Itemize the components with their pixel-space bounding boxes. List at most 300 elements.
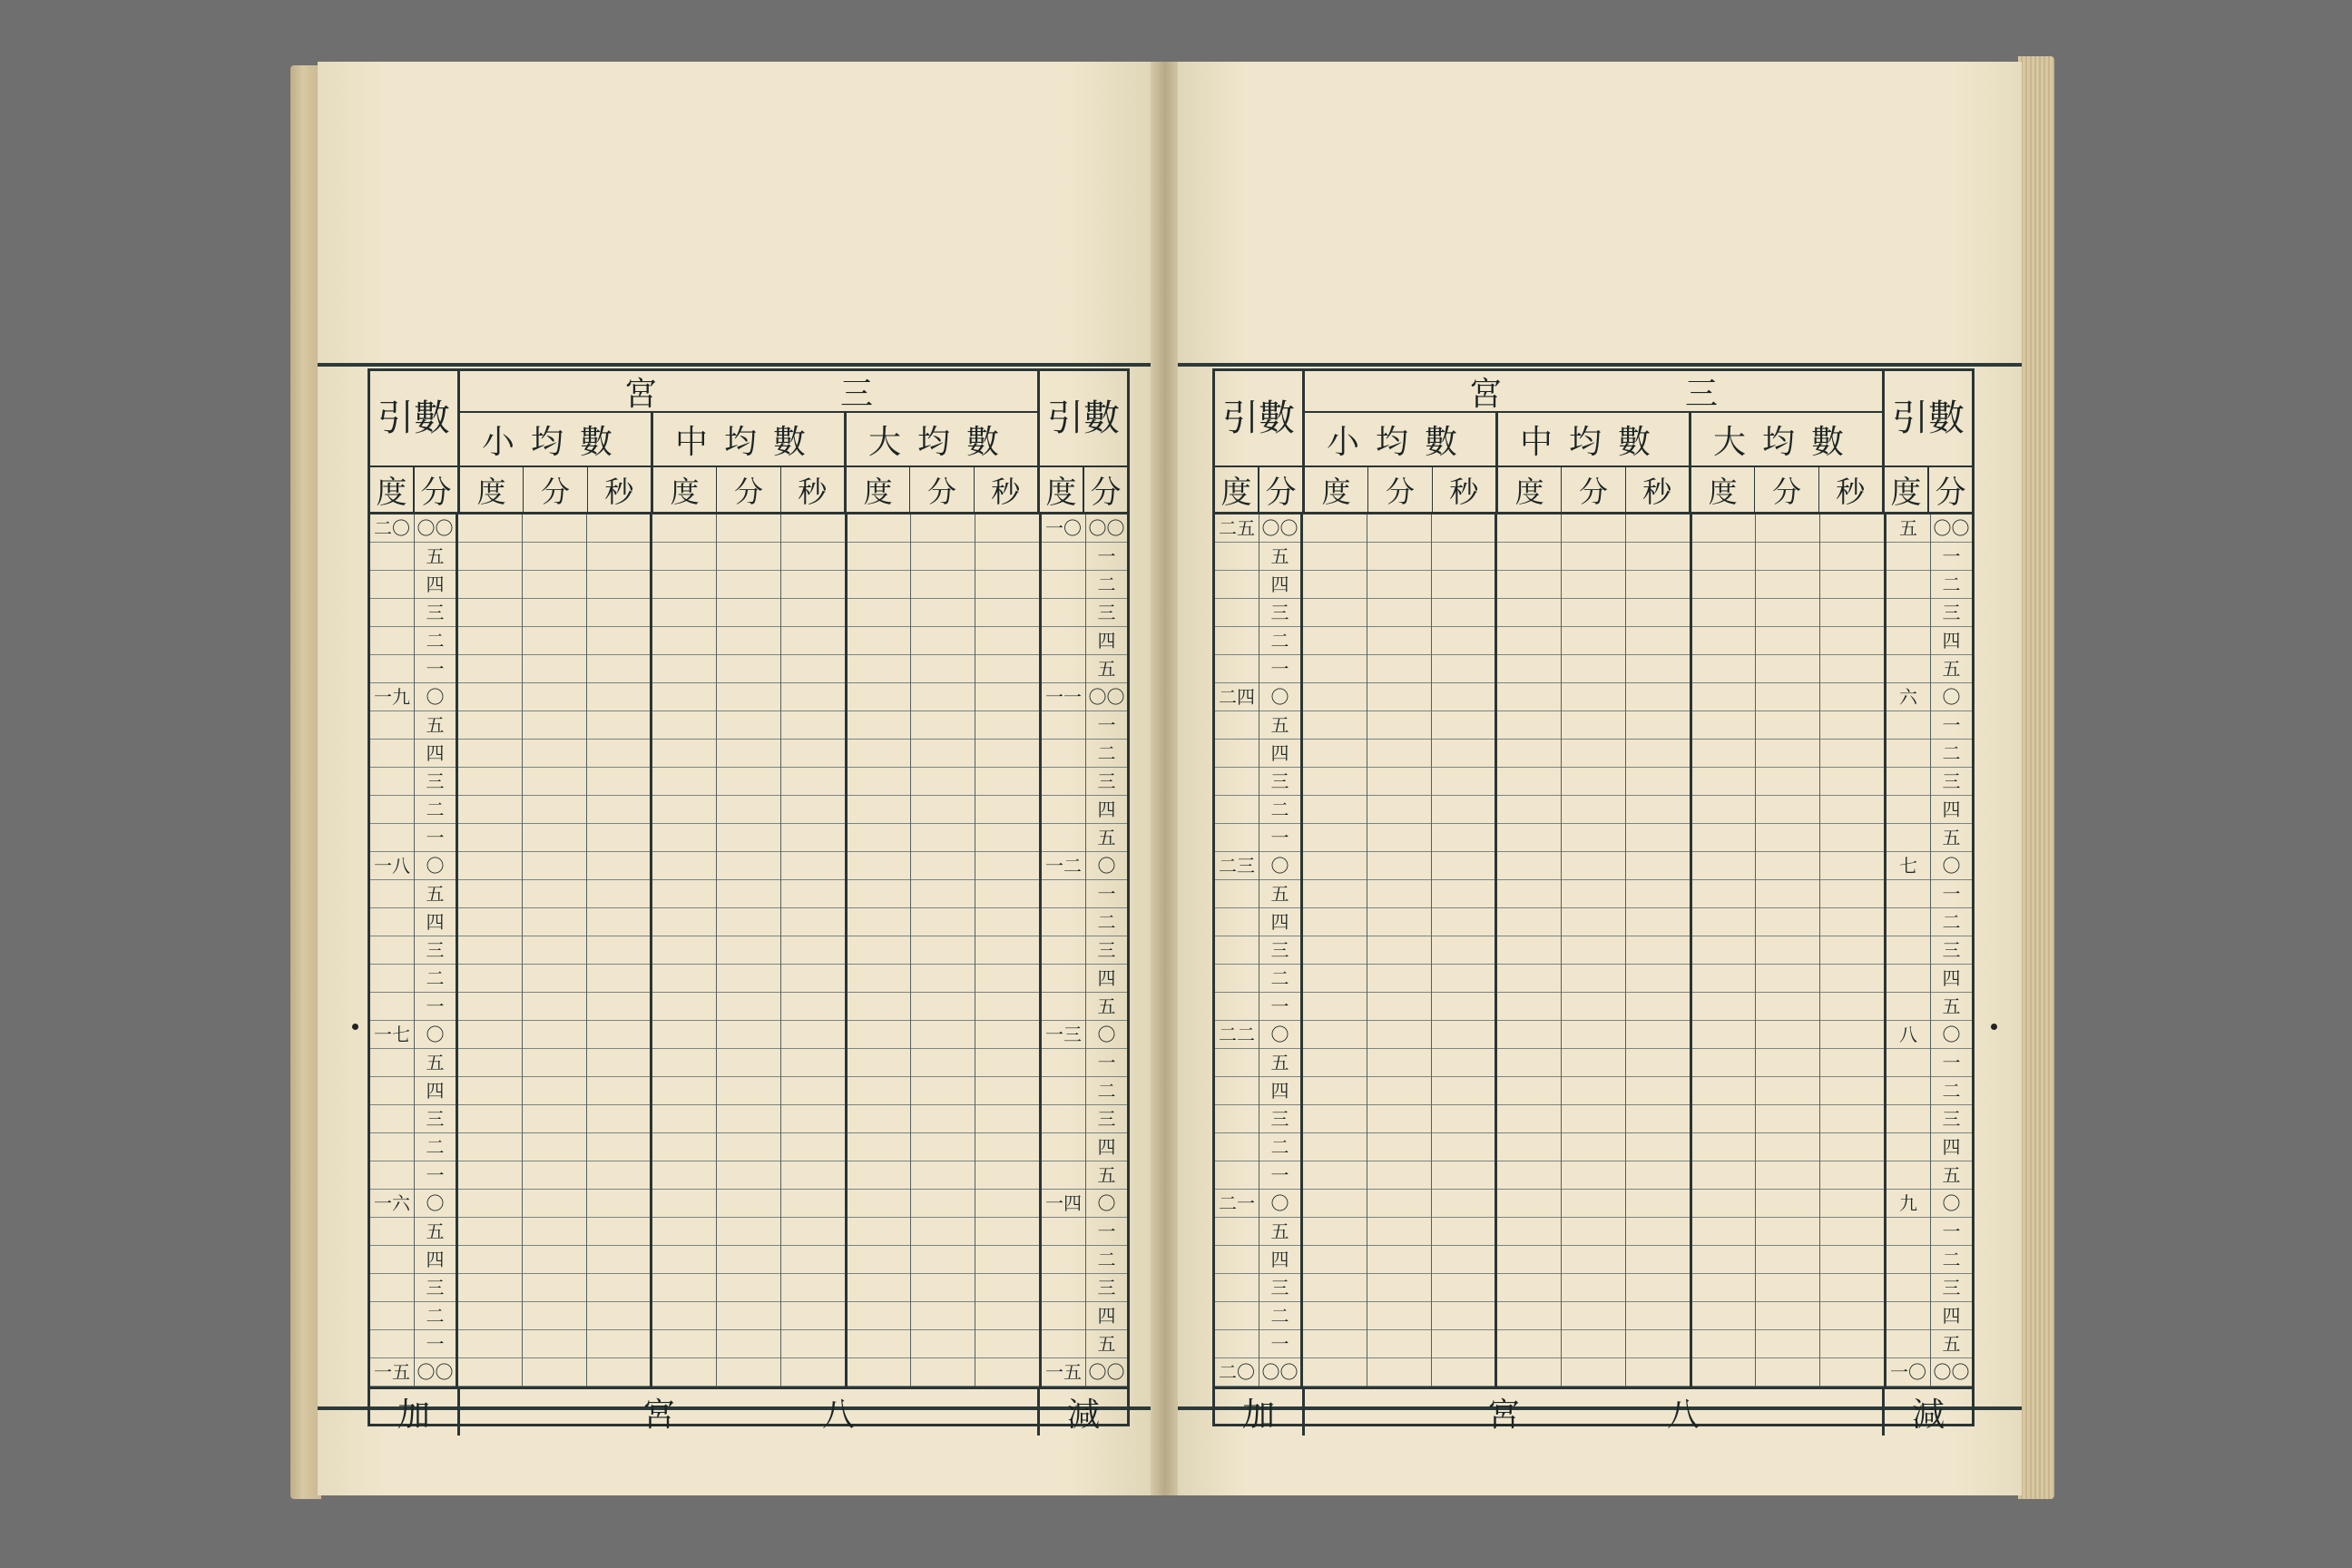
value-column xyxy=(1690,514,1756,1387)
table-cell xyxy=(1042,599,1085,627)
table-cell xyxy=(370,880,414,908)
table-cell: 〇〇 xyxy=(1088,517,1125,539)
table-cell: 〇 xyxy=(1942,855,1961,877)
table-cell: 三 xyxy=(426,1277,445,1298)
table-cell: 四 xyxy=(1270,911,1289,933)
unit-label: 度 xyxy=(370,467,415,512)
table-cell: 四 xyxy=(1942,967,1961,989)
table-cell: 四 xyxy=(1097,799,1116,820)
table-cell xyxy=(370,1246,414,1274)
sign-header xyxy=(1305,371,1882,413)
table-cell: 一 xyxy=(1270,1333,1289,1355)
table-cell: 一 xyxy=(1097,883,1116,905)
table-cell xyxy=(370,1077,414,1105)
table-cell: 一 xyxy=(1097,1220,1116,1242)
unit-label: 度 xyxy=(1689,467,1754,512)
table-cell: 一五 xyxy=(1045,1361,1083,1383)
table-header xyxy=(1215,371,1972,514)
table-header xyxy=(370,371,1127,514)
table-cell xyxy=(1886,1049,1930,1077)
table-cell: 四 xyxy=(426,1249,445,1270)
table-cell xyxy=(1886,936,1930,965)
table-cell: 二 xyxy=(1097,742,1116,764)
unit-label: 分 xyxy=(716,467,779,512)
table-body xyxy=(1215,514,1972,1387)
table-cell: 五 xyxy=(1942,995,1961,1017)
value-column xyxy=(456,514,522,1387)
table-cell xyxy=(1042,908,1085,936)
unit-label: 分 xyxy=(1935,475,1966,511)
table-cell xyxy=(1215,599,1259,627)
table-cell xyxy=(1215,655,1259,683)
table-cell xyxy=(370,1302,414,1330)
table-footer xyxy=(370,1387,1127,1436)
top-rule xyxy=(1178,363,2022,367)
arg-title: 引數 xyxy=(1215,371,1302,467)
table-cell: 二 xyxy=(1270,1136,1289,1158)
table-cell: 二 xyxy=(426,1305,445,1327)
page-block-edge xyxy=(2018,56,2054,1499)
table-cell xyxy=(1886,796,1930,824)
footer-subtract: 減 xyxy=(1882,1389,1972,1436)
table-cell: 三 xyxy=(426,939,445,961)
table-cell: 〇 xyxy=(1270,1024,1289,1045)
table-cell xyxy=(1215,965,1259,993)
table-cell: 一〇 xyxy=(1890,1361,1927,1383)
table-cell: 四 xyxy=(1270,1249,1289,1270)
table-cell: 五 xyxy=(1097,1164,1116,1186)
sign-char: 三 xyxy=(1684,375,1718,413)
table-cell: 五 xyxy=(1942,658,1961,680)
left-arg-minute-column xyxy=(1259,514,1300,1387)
table-cell xyxy=(1215,571,1259,599)
table-cell xyxy=(1042,1105,1085,1133)
table-cell xyxy=(1042,1161,1085,1190)
table-cell: 四 xyxy=(1097,1305,1116,1327)
table-cell: 二 xyxy=(1270,630,1289,652)
table-cell xyxy=(370,1218,414,1246)
table-cell xyxy=(1886,1246,1930,1274)
table-cell: 三 xyxy=(1942,939,1961,961)
group-small: 小均數 xyxy=(481,423,629,461)
value-column xyxy=(586,514,651,1387)
table-cell xyxy=(1886,965,1930,993)
unit-label: 分 xyxy=(1090,475,1122,511)
value-column xyxy=(650,514,716,1387)
table-cell: 一 xyxy=(426,827,445,848)
table-cell: 三 xyxy=(426,1108,445,1130)
group-headers xyxy=(1305,413,1882,467)
table-cell: 三 xyxy=(1270,1277,1289,1298)
table-cell xyxy=(1215,993,1259,1021)
table-cell: 五 xyxy=(1270,714,1289,736)
footer-sign: 宮 xyxy=(1486,1396,1520,1434)
open-book xyxy=(290,56,2054,1517)
table-cell: 〇 xyxy=(1097,855,1116,877)
table-cell: 一 xyxy=(1270,995,1289,1017)
table-cell xyxy=(1215,627,1259,655)
value-column xyxy=(1625,514,1690,1387)
value-column xyxy=(780,514,845,1387)
unit-row xyxy=(460,467,1037,512)
unit-label: 秒 xyxy=(974,467,1037,512)
table-cell xyxy=(1215,740,1259,768)
table-cell: 二 xyxy=(1942,911,1961,933)
margin-dot xyxy=(352,1024,358,1030)
left-arg-degree-column xyxy=(1215,514,1259,1387)
table-cell: 五 xyxy=(426,545,445,567)
table-cell: 一 xyxy=(1097,714,1116,736)
sign-header xyxy=(460,371,1037,413)
table-cell: 一 xyxy=(1942,545,1961,567)
table-cell: 一一 xyxy=(1045,686,1083,708)
table-cell: 〇〇 xyxy=(416,517,454,539)
table-body xyxy=(370,514,1127,1387)
footer-add: 加 xyxy=(1215,1389,1305,1436)
top-rule xyxy=(318,363,1152,367)
unit-label: 度 xyxy=(651,467,716,512)
table-cell: 一二 xyxy=(1045,855,1083,877)
left-arg-minute-column xyxy=(414,514,456,1387)
table-cell xyxy=(370,711,414,740)
table-cell: 一 xyxy=(1097,545,1116,567)
value-column xyxy=(1431,514,1495,1387)
table-cell xyxy=(1042,1246,1085,1274)
table-cell xyxy=(1215,880,1259,908)
table-cell: 一 xyxy=(426,995,445,1017)
table-cell xyxy=(1215,1274,1259,1302)
table-cell: 二三 xyxy=(1219,855,1255,877)
table-cell: 〇〇 xyxy=(1933,1361,1970,1383)
table-cell: 五 xyxy=(426,714,445,736)
group-large: 大均數 xyxy=(844,413,1037,466)
table-cell xyxy=(370,1161,414,1190)
right-page xyxy=(1178,62,2022,1495)
table-cell: 二 xyxy=(426,799,445,820)
unit-row xyxy=(1305,467,1882,512)
table-cell: 五 xyxy=(1270,1220,1289,1242)
unit-label: 度 xyxy=(1495,467,1561,512)
table-cell: 二〇 xyxy=(374,517,410,539)
unit-label: 分 xyxy=(909,467,973,512)
table-cell: 三 xyxy=(1097,770,1116,792)
unit-label: 度 xyxy=(1215,467,1259,512)
table-cell: 〇 xyxy=(1942,1192,1961,1214)
table-cell: 四 xyxy=(1097,1136,1116,1158)
table-cell xyxy=(1886,543,1930,571)
table-footer xyxy=(1215,1387,1972,1436)
table-cell: 一 xyxy=(1270,658,1289,680)
right-arg-minute-column xyxy=(1930,514,1972,1387)
table-cell xyxy=(1042,1133,1085,1161)
value-column xyxy=(910,514,975,1387)
unit-label: 度 xyxy=(476,474,506,509)
table-cell xyxy=(370,796,414,824)
table-cell: 七 xyxy=(1899,855,1918,877)
table-cell: 三 xyxy=(426,602,445,623)
table-cell: 三 xyxy=(1097,1108,1116,1130)
table-cell: 〇〇 xyxy=(1261,517,1298,539)
table-cell xyxy=(1042,571,1085,599)
table-cell: 二 xyxy=(1097,1249,1116,1270)
table-cell: 一五 xyxy=(374,1361,410,1383)
table-cell: 〇 xyxy=(426,1024,445,1045)
table-cell xyxy=(1886,1133,1930,1161)
table-cell xyxy=(370,740,414,768)
table-cell xyxy=(1886,1302,1930,1330)
margin-dot xyxy=(1991,1024,1997,1030)
table-cell xyxy=(1886,655,1930,683)
table-cell xyxy=(1042,1274,1085,1302)
table-cell xyxy=(1886,599,1930,627)
table-cell: 四 xyxy=(1942,1136,1961,1158)
table-cell: 四 xyxy=(1942,1305,1961,1327)
table-cell: 二 xyxy=(1942,1249,1961,1270)
table-cell: 一 xyxy=(426,1333,445,1355)
table-cell: 六 xyxy=(1899,686,1918,708)
table-cell xyxy=(1215,543,1259,571)
table-cell: 一七 xyxy=(374,1024,410,1045)
left-table xyxy=(368,368,1130,1434)
book-gutter xyxy=(1151,62,1180,1495)
table-cell: 九 xyxy=(1899,1192,1918,1214)
unit-label: 秒 xyxy=(1818,467,1882,512)
group-large: 大均數 xyxy=(1689,413,1882,466)
table-cell: 一 xyxy=(1942,714,1961,736)
value-column xyxy=(522,514,586,1387)
table-cell: 〇 xyxy=(1097,1024,1116,1045)
table-cell xyxy=(1886,1274,1930,1302)
table-cell xyxy=(1215,1161,1259,1190)
value-column xyxy=(1561,514,1625,1387)
table-cell xyxy=(1215,1246,1259,1274)
table-cell: 二 xyxy=(1097,573,1116,595)
table-cell: 三 xyxy=(1270,939,1289,961)
table-cell xyxy=(1215,1330,1259,1358)
table-cell xyxy=(1215,908,1259,936)
table-cell: 五 xyxy=(1270,1052,1289,1073)
table-cell: 五 xyxy=(1942,1333,1961,1355)
table-cell: 五 xyxy=(1097,995,1116,1017)
table-cell: 五 xyxy=(426,1220,445,1242)
table-cell xyxy=(1886,627,1930,655)
table-cell: 三 xyxy=(1942,602,1961,623)
table-cell: 四 xyxy=(426,573,445,595)
table-cell xyxy=(1042,796,1085,824)
table-cell xyxy=(1886,740,1930,768)
unit-label: 分 xyxy=(1367,467,1431,512)
group-headers xyxy=(460,413,1037,467)
table-cell: 四 xyxy=(1942,630,1961,652)
table-cell xyxy=(370,1105,414,1133)
table-cell xyxy=(370,1274,414,1302)
unit-label: 分 xyxy=(420,475,452,511)
table-cell xyxy=(1886,1077,1930,1105)
table-cell xyxy=(370,824,414,852)
table-cell: 〇 xyxy=(426,855,445,877)
table-cell xyxy=(1215,936,1259,965)
table-cell xyxy=(1042,627,1085,655)
value-column xyxy=(1300,514,1367,1387)
table-cell: 五 xyxy=(1899,517,1918,539)
table-cell: 五 xyxy=(1097,1333,1116,1355)
value-column xyxy=(1494,514,1561,1387)
right-arg-minute-column xyxy=(1085,514,1127,1387)
table-cell xyxy=(1886,993,1930,1021)
table-cell: 一 xyxy=(1942,1220,1961,1242)
table-cell xyxy=(1215,824,1259,852)
table-cell: 一 xyxy=(426,658,445,680)
table-cell: 五 xyxy=(426,1052,445,1073)
table-cell xyxy=(1215,1133,1259,1161)
table-cell xyxy=(1886,711,1930,740)
table-cell xyxy=(1886,768,1930,796)
table-cell xyxy=(1215,711,1259,740)
table-cell xyxy=(370,993,414,1021)
table-cell xyxy=(370,936,414,965)
table-cell xyxy=(1042,993,1085,1021)
table-cell: 一 xyxy=(1270,827,1289,848)
table-cell: 五 xyxy=(1942,1164,1961,1186)
table-cell: 四 xyxy=(1270,1080,1289,1102)
table-cell: 五 xyxy=(1097,827,1116,848)
table-cell: 四 xyxy=(1097,630,1116,652)
arg-column-left xyxy=(370,371,460,512)
table-cell: 八 xyxy=(1899,1024,1918,1045)
unit-label: 分 xyxy=(1561,467,1624,512)
table-cell: 三 xyxy=(1942,1277,1961,1298)
table-cell: 五 xyxy=(1270,545,1289,567)
table-cell xyxy=(1042,711,1085,740)
table-cell xyxy=(370,768,414,796)
table-cell: 二〇 xyxy=(1219,1361,1255,1383)
table-cell: 三 xyxy=(426,770,445,792)
table-cell: 三 xyxy=(1270,602,1289,623)
table-cell: 五 xyxy=(1942,827,1961,848)
table-cell: 〇〇 xyxy=(1088,1361,1125,1383)
table-cell xyxy=(1042,768,1085,796)
table-cell: 四 xyxy=(426,742,445,764)
arg-title: 引數 xyxy=(370,371,457,467)
unit-label: 分 xyxy=(1265,475,1297,511)
table-cell: 四 xyxy=(426,911,445,933)
footer-add: 加 xyxy=(370,1389,460,1436)
table-cell: 一四 xyxy=(1045,1192,1083,1214)
unit-label: 秒 xyxy=(1625,467,1689,512)
group-middle: 中均數 xyxy=(651,413,844,466)
sign-char: 宮 xyxy=(623,375,657,413)
unit-label: 分 xyxy=(523,467,586,512)
table-cell: 二五 xyxy=(1219,517,1255,539)
table-cell: 〇 xyxy=(426,1192,445,1214)
table-cell: 三 xyxy=(1942,770,1961,792)
table-cell xyxy=(1042,936,1085,965)
value-column xyxy=(1819,514,1884,1387)
table-cell: 一三 xyxy=(1045,1024,1083,1045)
arg-title: 引數 xyxy=(1885,371,1972,467)
arg-column-left xyxy=(1215,371,1305,512)
left-arg-degree-column xyxy=(370,514,414,1387)
table-cell: 二 xyxy=(1942,573,1961,595)
unit-label: 秒 xyxy=(1432,467,1495,512)
unit-label: 秒 xyxy=(780,467,844,512)
table-cell: 一 xyxy=(1270,1164,1289,1186)
table-cell: 〇〇 xyxy=(1261,1361,1298,1383)
table-cell: 〇 xyxy=(1270,1192,1289,1214)
table-cell: 四 xyxy=(1942,799,1961,820)
sign-char: 宮 xyxy=(1468,375,1502,413)
table-cell xyxy=(370,571,414,599)
arg-column-right xyxy=(1037,371,1127,512)
table-cell: 二二 xyxy=(1219,1024,1255,1045)
table-cell: 二一 xyxy=(1219,1192,1255,1214)
table-cell xyxy=(370,1330,414,1358)
table-cell: 三 xyxy=(1097,602,1116,623)
table-cell xyxy=(1042,1049,1085,1077)
table-cell xyxy=(1215,1105,1259,1133)
table-cell xyxy=(370,1133,414,1161)
table-cell xyxy=(1042,880,1085,908)
table-cell: 〇 xyxy=(1097,1192,1116,1214)
table-cell: 〇 xyxy=(1942,1024,1961,1045)
table-cell: 三 xyxy=(1270,1108,1289,1130)
table-cell: 三 xyxy=(1097,1277,1116,1298)
table-cell xyxy=(370,965,414,993)
book-spine-edge xyxy=(290,65,321,1499)
table-cell xyxy=(1886,1330,1930,1358)
footer-sign: 八 xyxy=(821,1396,855,1434)
value-column xyxy=(1367,514,1431,1387)
table-cell: 二 xyxy=(426,1136,445,1158)
table-cell xyxy=(1042,824,1085,852)
unit-label: 度 xyxy=(1321,474,1351,509)
table-cell: 二 xyxy=(1270,1305,1289,1327)
table-cell xyxy=(370,1049,414,1077)
right-arg-degree-column xyxy=(1884,514,1930,1387)
table-cell: 〇 xyxy=(1270,855,1289,877)
table-cell xyxy=(1886,1161,1930,1190)
table-cell: 〇 xyxy=(1270,686,1289,708)
table-cell: 二 xyxy=(1270,799,1289,820)
table-cell: 四 xyxy=(1097,967,1116,989)
value-column xyxy=(716,514,780,1387)
table-cell: 二 xyxy=(1942,1080,1961,1102)
footer-sign: 八 xyxy=(1666,1396,1700,1434)
table-cell xyxy=(370,543,414,571)
footer-subtract: 減 xyxy=(1037,1389,1127,1436)
table-cell: 二四 xyxy=(1219,686,1255,708)
unit-label: 秒 xyxy=(587,467,651,512)
table-cell xyxy=(1042,1218,1085,1246)
table-cell: 一 xyxy=(1097,1052,1116,1073)
table-cell xyxy=(1042,1077,1085,1105)
table-cell xyxy=(1215,1218,1259,1246)
table-cell: 三 xyxy=(1097,939,1116,961)
table-cell: 四 xyxy=(426,1080,445,1102)
table-cell xyxy=(1042,1302,1085,1330)
table-cell: 五 xyxy=(1097,658,1116,680)
unit-label: 度 xyxy=(844,467,909,512)
value-column xyxy=(975,514,1039,1387)
table-cell: 〇 xyxy=(426,686,445,708)
table-cell: 五 xyxy=(426,883,445,905)
unit-label: 度 xyxy=(1040,467,1084,512)
table-cell xyxy=(1042,655,1085,683)
arg-title: 引數 xyxy=(1040,371,1127,467)
table-cell: 〇〇 xyxy=(1933,517,1970,539)
table-cell: 四 xyxy=(1270,573,1289,595)
table-cell xyxy=(370,627,414,655)
